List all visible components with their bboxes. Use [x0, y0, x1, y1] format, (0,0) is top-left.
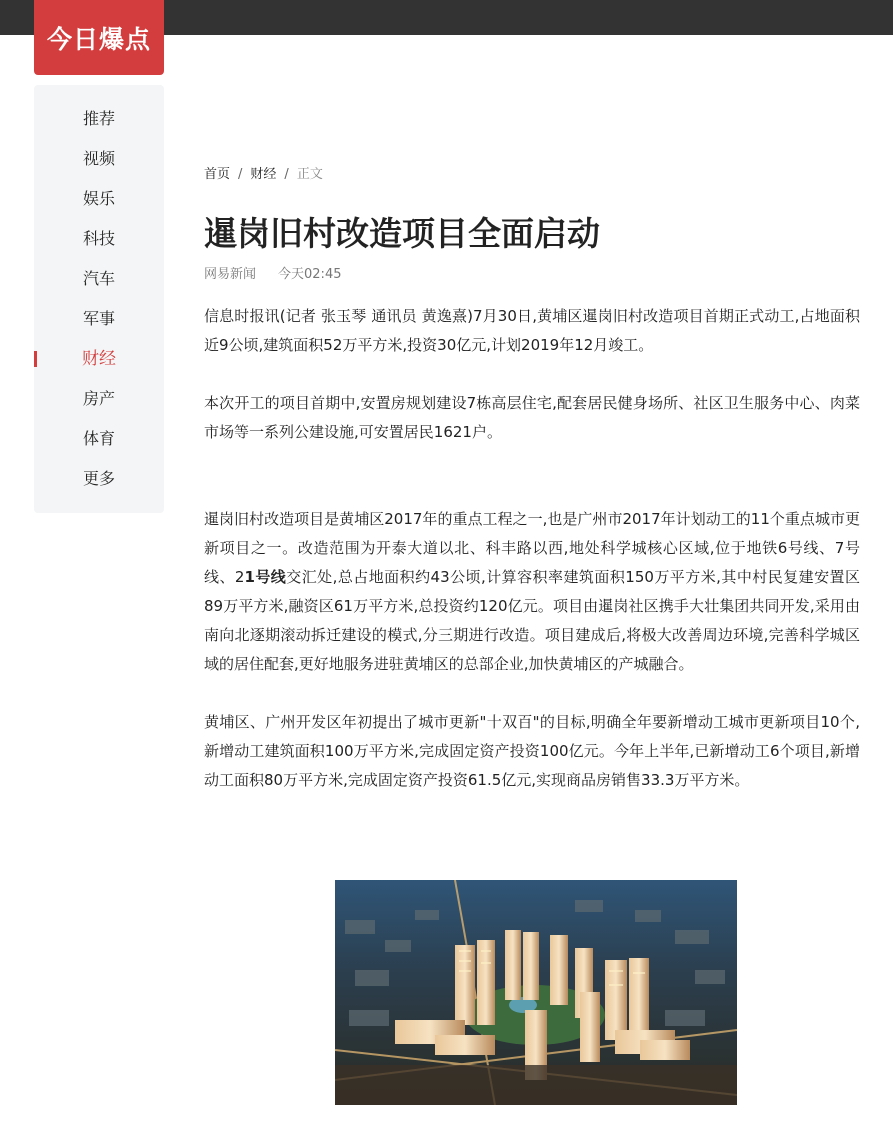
breadcrumb-home-link[interactable]: 首页 [204, 167, 231, 182]
aerial-render-illustration [335, 880, 737, 1105]
article-paragraph: 本次开工的项目首期中,安置房规划建设7栋高层住宅,配套居民健身场所、社区卫生服务中心、肉菜市场等一系列公建设施,可安置居民1621户。 [204, 394, 860, 441]
paragraph-text: 暹岗旧村改造项目是黄埔区2017年的重点工程之一,也是广州市2017年计划动工的11个重点城市更新项目之一。改造范围为开泰大道以北、科丰路以西,地处科学城核心区域,位于地铁6号线、7号线、2 [204, 510, 860, 586]
article-title: 暹岗旧村改造项目全面启动 [204, 214, 600, 253]
sidebar-item-tech[interactable]: 科技 [82, 229, 115, 248]
paragraph-text: 交汇处,总占地面积约43公顷,计算容积率建筑面积150万平方米,其中村民复建安置区89万平方米,融资区61万平方米,总投资约120亿元。项目由暹岗社区携手大壮集团共同开发,采用由南向北逐期滚动拆迁建设的模式,分三期进行改造。项目建成后,将极大改善周边环境,完善科学城区域的居住配套,更好地服务进驻黄埔区的总部企业,加快黄埔区的产城融合。 [204, 568, 860, 673]
article-time: 今天02:45 [278, 267, 342, 282]
sidebar-item-video[interactable]: 视频 [82, 149, 115, 168]
article-paragraph: 黄埔区、广州开发区年初提出了城市更新"十双百"的目标,明确全年要新增动工城市更新项目10个,新增动工建筑面积100万平方米,完成固定资产投资100亿元。今年上半年,已新增动工6个项目,新增动工面积80万平方米,完成固定资产投资61.5亿元,实现商品房销售33.3万平方米。 [204, 713, 860, 789]
site-logo[interactable]: 今日爆点 [34, 0, 164, 75]
breadcrumb-separator: / [284, 167, 289, 182]
breadcrumb-current: 正文 [296, 167, 323, 182]
sidebar-nav [34, 85, 164, 513]
sidebar-item-recommend[interactable]: 推荐 [82, 109, 115, 128]
sidebar-item-sports[interactable]: 体育 [82, 429, 115, 448]
paragraph-bold-text: 1号线 [244, 568, 287, 586]
sidebar-item-military[interactable]: 军事 [82, 309, 115, 328]
article-main [204, 160, 860, 795]
sidebar-item-realestate[interactable]: 房产 [82, 389, 115, 408]
breadcrumb [204, 160, 860, 190]
sidebar-item-entertainment[interactable]: 娱乐 [82, 189, 115, 208]
article-meta [204, 264, 860, 286]
article-source[interactable]: 网易新闻 [204, 267, 257, 282]
article-paragraph: 信息时报讯(记者 张玉琴 通讯员 黄逸熹)7月30日,黄埔区暹岗旧村改造项目首期正式动工,占地面积近9公顷,建筑面积52万平方米,投资30亿元,计划2019年12月竣工。 [204, 307, 860, 354]
sidebar-item-finance[interactable]: 财经 [34, 339, 164, 379]
breadcrumb-category-link[interactable]: 财经 [250, 167, 277, 182]
sidebar-item-more[interactable]: 更多 [82, 469, 115, 488]
article-paragraph [204, 505, 860, 679]
breadcrumb-separator: / [238, 167, 243, 182]
sidebar-item-auto[interactable]: 汽车 [82, 269, 115, 288]
article-image [335, 880, 737, 1105]
